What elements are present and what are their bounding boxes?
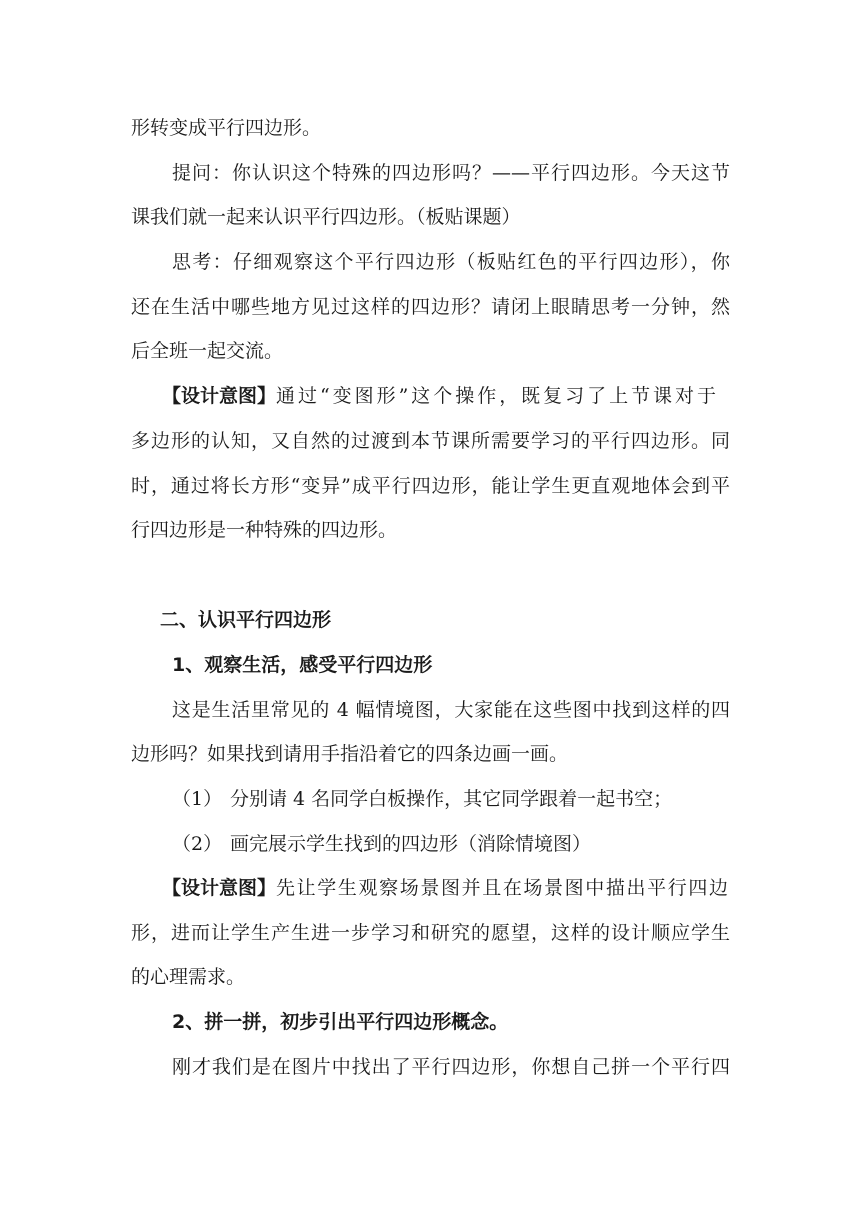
paragraph-line [0, 963, 860, 991]
list-item-number: （2） [172, 833, 223, 855]
text: 行四边形是一种特殊的四边形。 [131, 519, 398, 541]
text: 的心理需求。 [131, 966, 246, 988]
paragraph-line [0, 874, 860, 902]
text: 思考：仔细观察这个平行四边形（板贴红色的平行四边形），你 [172, 251, 730, 273]
text: 还在生活中哪些地方见过这样的四边形？请闭上眼睛思考一分钟，然 [131, 296, 730, 318]
heading-text: 2、拼一拼，初步引出平行四边形概念。 [172, 1011, 509, 1033]
list-item-text: 分别请 4 名同学白板操作，其它同学跟着一起书空； [230, 788, 673, 810]
list-item [0, 830, 860, 858]
text: 形转变成平行四边形。 [131, 117, 322, 139]
paragraph-line [0, 382, 860, 410]
paragraph-line [0, 696, 860, 724]
text: 多边形的认知，又自然的过渡到本节课所需要学习的平行四边形。同 [131, 430, 730, 452]
text: 形，进而让学生产生进一步学习和研究的愿望，这样的设计顺应学生 [131, 922, 730, 944]
list-item [0, 785, 860, 813]
text: 通过“变图形”这个操作，既复习了上节课对于 [276, 385, 717, 407]
paragraph-line [0, 740, 860, 768]
list-item-text: 画完展示学生找到的四边形（消除情境图） [230, 833, 592, 855]
paragraph-line [0, 159, 860, 187]
paragraph-line [0, 337, 860, 365]
heading-text: 1、观察生活，感受平行四边形 [172, 654, 433, 676]
paragraph-line [0, 203, 860, 231]
subsection-heading [0, 651, 860, 679]
design-intent-label: 【设计意图】 [162, 385, 277, 407]
text: 先让学生观察场景图并且在场景图中描出平行四边 [276, 877, 729, 899]
section-heading [0, 606, 860, 634]
paragraph-line [0, 919, 860, 947]
list-item-number: （1） [172, 788, 223, 810]
heading-text: 二、认识平行四边形 [160, 609, 332, 631]
text: 时，通过将长方形“变异”成平行四边形，能让学生更直观地体会到平 [131, 475, 730, 497]
text: 课我们就一起来认识平行四边形。（板贴课题） [131, 206, 521, 228]
paragraph-line [0, 248, 860, 276]
paragraph-line [0, 114, 860, 142]
text: 边形吗？如果找到请用手指沿着它的四条边画一画。 [131, 743, 569, 765]
subsection-heading [0, 1008, 860, 1036]
paragraph-line [0, 293, 860, 321]
text: 提问：你认识这个特殊的四边形吗？——平行四边形。今天这节 [172, 162, 730, 184]
text: 后全班一起交流。 [131, 340, 284, 362]
text: 刚才我们是在图片中找出了平行四边形，你想自己拼一个平行四 [172, 1056, 730, 1078]
design-intent-label: 【设计意图】 [162, 877, 277, 899]
text: 这是生活里常见的 4 幅情境图，大家能在这些图中找到这样的四 [172, 699, 730, 721]
paragraph-line [0, 472, 860, 500]
paragraph-line [0, 427, 860, 455]
paragraph-line [0, 1053, 860, 1081]
paragraph-line [0, 516, 860, 544]
